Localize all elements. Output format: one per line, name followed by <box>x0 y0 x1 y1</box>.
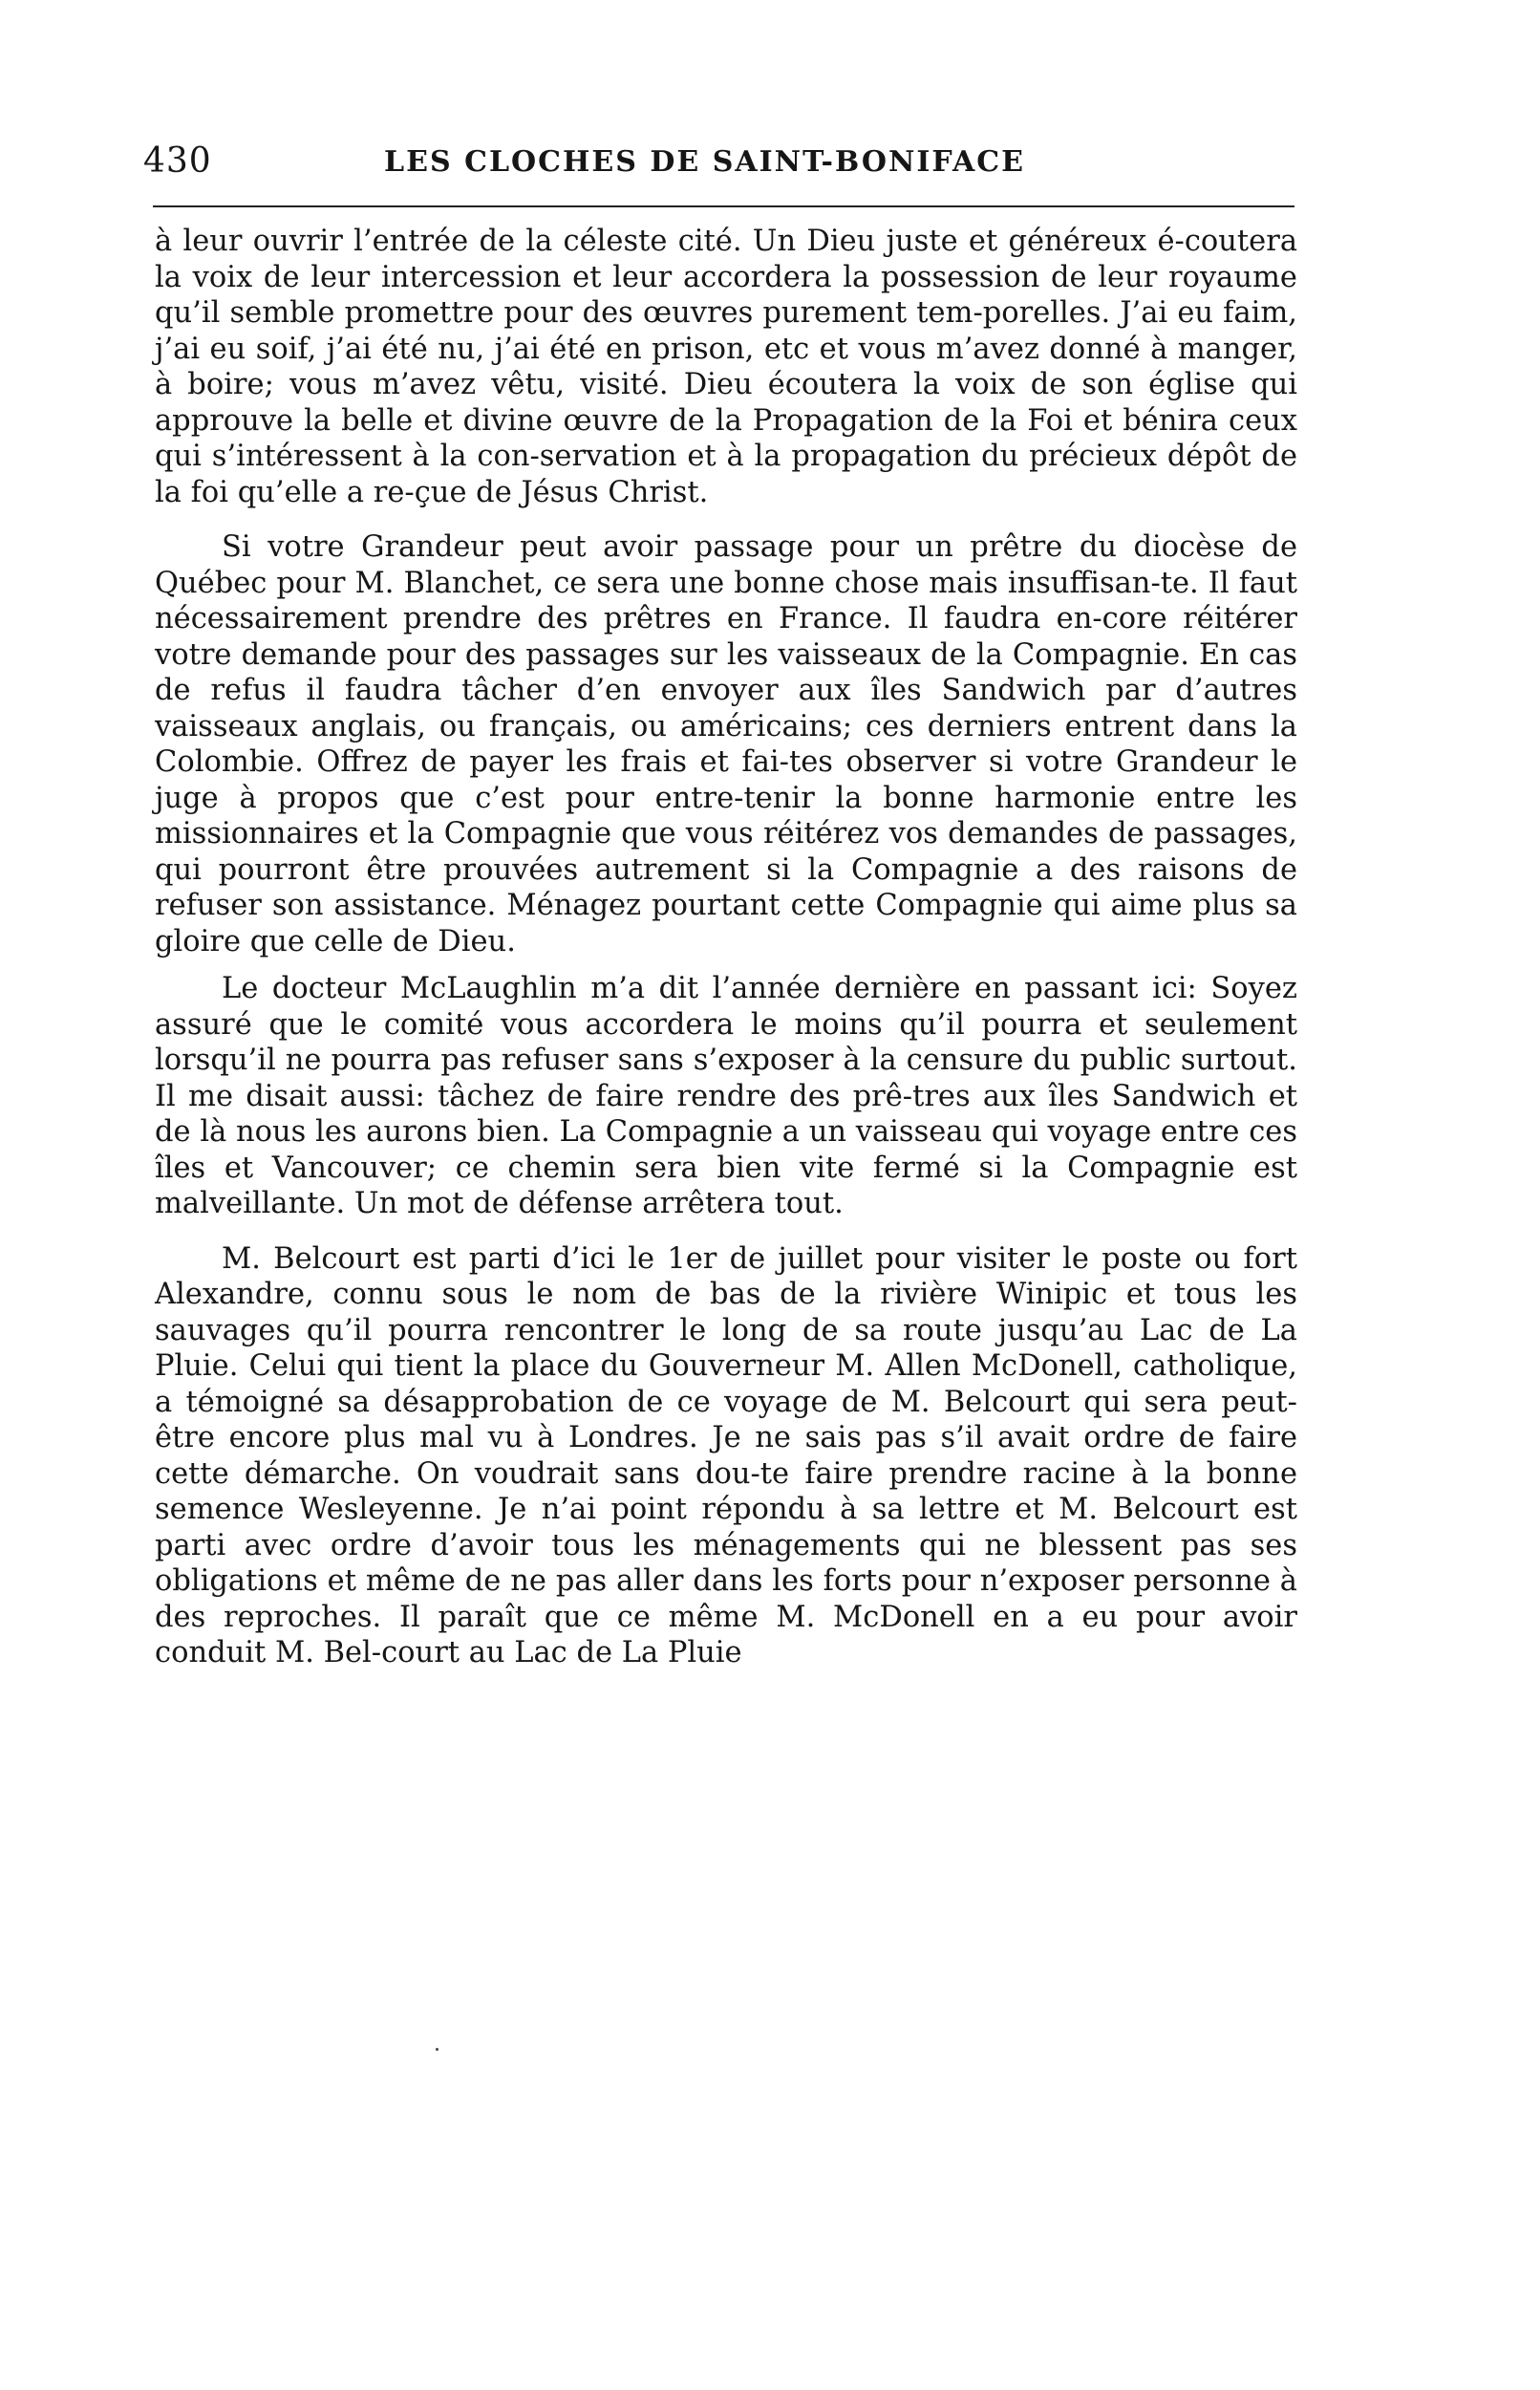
body-text <box>155 224 1297 1671</box>
paragraph: à leur ouvrir l’entrée de la céleste cité. Un Dieu juste et généreux é-coutera la voix de leur intercession et leur accordera la possession de leur royaume qu’il semble promettre pour des œuvres purement tem-porelles. J’ai eu faim, j’ai eu soif, j’ai été nu, j’ai été en prison, etc et vous m’avez donné à manger, à boire; vous m’avez vêtu, visité. Dieu écoutera la voix de son église qui approuve la belle et divine œuvre de la Propagation de la Foi et bénira ceux qui s’intéressent à la con-servation et à la propagation du précieux dépôt de la foi qu’elle a re-çue de Jésus Christ. <box>155 225 1297 509</box>
ink-speck <box>436 2048 438 2051</box>
running-title: LES CLOCHES DE SAINT-BONIFACE <box>384 145 1025 179</box>
paragraph: Si votre Grandeur peut avoir passage pour un prêtre du diocèse de Québec pour M. Blanchet, ce sera une bonne chose mais insuffisan-te. Il faut nécessairement prendre des prêtres en France. Il faudra en-core réitérer votre demande pour des passages sur les vaisseaux de la Compagnie. En cas de refus il faudra tâcher d’en envoyer aux îles Sandwich par d’autres vaisseaux anglais, ou français, ou américains; ces derniers entrent dans la Colombie. Offrez de payer les frais et fai-tes observer si votre Grandeur le juge à propos que c’est pour entre-tenir la bonne harmonie entre les missionnaires et la Compagnie que vous réitérez vos demandes de passages, qui pourront être prouvées autrement si la Compagnie a des raisons de refuser son assistance. Ménagez pourtant cette Compagnie qui aime plus sa gloire que celle de Dieu. <box>155 530 1297 958</box>
paragraph: Le docteur McLaughlin m’a dit l’année dernière en passant ici: Soyez assuré que le comité vous accordera le moins qu’il pourra et seulement lorsqu’il ne pourra pas refuser sans s’exposer à la censure du public surtout. Il me disait aussi: tâchez de faire rendre des prê-tres aux îles Sandwich et de là nous les aurons bien. La Compagnie a un vaisseau qui voyage entre ces îles et Vancouver; ce chemin sera bien vite fermé si la Compagnie est malveillante. Un mot de défense arrêtera tout. <box>155 972 1297 1220</box>
paragraph: M. Belcourt est parti d’ici le 1er de juillet pour visiter le poste ou fort Alexandre, connu sous le nom de bas de la rivière Winipic et tous les sauvages qu’il pourra rencontrer le long de sa route jusqu’au Lac de La Pluie. Celui qui tient la place du Gouverneur M. Allen McDonell, catholique, a témoigné sa désapprobation de ce voyage de M. Belcourt qui sera peut-être encore plus mal vu à Londres. Je ne sais pas s’il avait ordre de faire cette démarche. On voudrait sans dou-te faire prendre racine à la bonne semence Wesleyenne. Je n’ai point répondu à sa lettre et M. Belcourt est parti avec ordre d’avoir tous les ménagements qui ne blessent pas ses obligations et même de ne pas aller dans les forts pour n’exposer personne à des reproches. Il paraît que ce même M. McDonell en a eu pour avoir conduit M. Bel-court au Lac de La Pluie <box>155 1241 1297 1669</box>
page-number: 430 <box>143 141 212 181</box>
header-rule <box>153 205 1294 207</box>
page-header <box>143 134 1299 191</box>
